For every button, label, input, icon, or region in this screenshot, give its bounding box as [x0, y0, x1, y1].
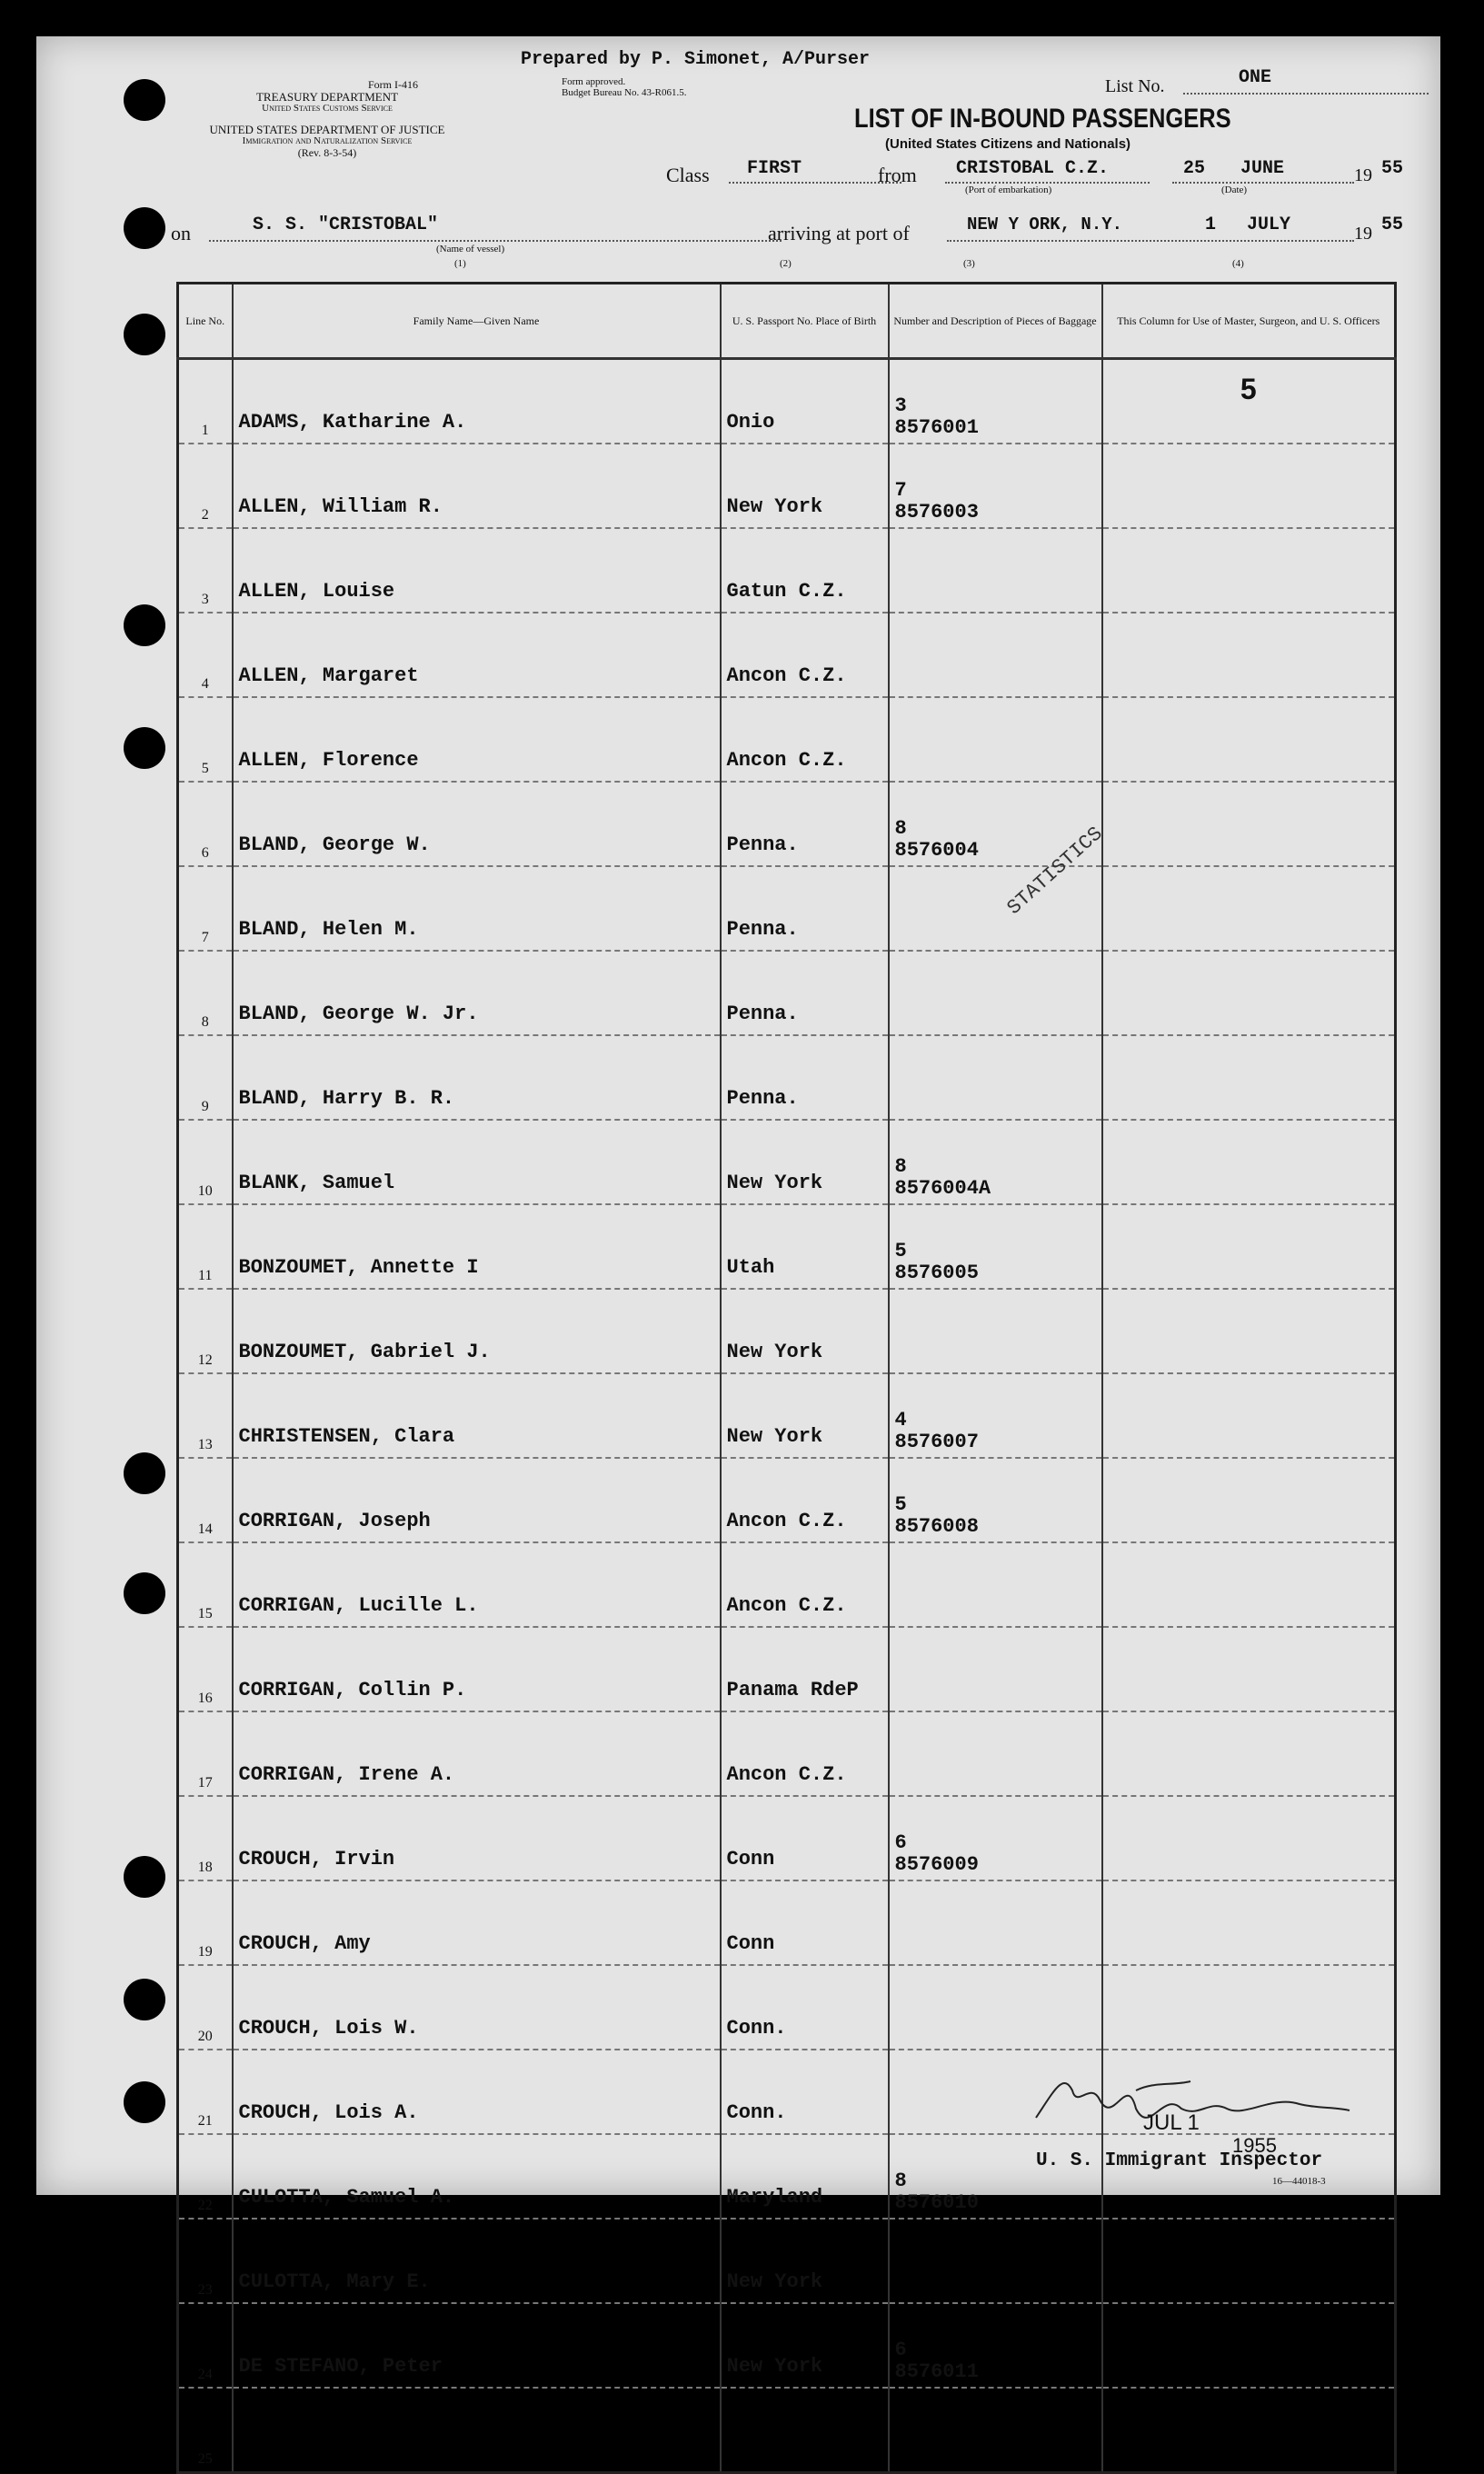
from-label: from	[878, 164, 917, 186]
passenger-name-text: CROUCH, Amy	[238, 1932, 371, 1955]
vessel-value: S. S. "CRISTOBAL"	[253, 214, 439, 235]
place-of-birth-text: Conn.	[726, 2017, 787, 2040]
line-number: 11	[178, 1204, 233, 1289]
table-row	[178, 2303, 1396, 2388]
place-of-birth	[721, 2134, 889, 2219]
inspector-label: U. S. Immigrant Inspector	[1036, 2150, 1323, 2171]
officer-use	[1102, 1711, 1396, 1796]
place-of-birth	[721, 528, 889, 613]
place-of-birth	[721, 1035, 889, 1120]
line-number: 19	[178, 1880, 233, 1965]
punch-hole	[124, 314, 165, 355]
arr-year-suffix: 55	[1381, 214, 1404, 235]
table-row	[178, 1373, 1396, 1458]
passenger-name	[233, 1035, 721, 1120]
line-number: 14	[178, 1458, 233, 1542]
officer-use	[1102, 866, 1396, 951]
baggage-count: 6	[894, 1831, 907, 1854]
place-of-birth-text: Penna.	[726, 1087, 799, 1110]
baggage-number: 8576003	[894, 501, 979, 524]
passenger-name	[233, 1965, 721, 2050]
passenger-name-text	[239, 2462, 714, 2471]
line-number: 3	[178, 528, 233, 613]
baggage	[889, 866, 1102, 951]
line-number: 16	[178, 1627, 233, 1711]
dep-year-suffix: 55	[1381, 158, 1404, 179]
line-number: 24	[178, 2303, 233, 2388]
place-of-birth-text: Conn	[726, 1848, 775, 1870]
baggage	[889, 1204, 1102, 1289]
passenger-name-text: CORRIGAN, Irene A.	[238, 1763, 455, 1786]
baggage	[889, 1289, 1102, 1373]
baggage-number: 8576009	[894, 1853, 979, 1876]
place-of-birth-text: New York	[726, 2270, 823, 2293]
line-number: 17	[178, 1711, 233, 1796]
baggage	[889, 613, 1102, 697]
table-row	[178, 528, 1396, 613]
port-embark-caption: (Port of embarkation)	[965, 185, 1052, 195]
date-caption: (Date)	[1221, 185, 1248, 195]
passenger-name-text: CORRIGAN, Collin P.	[238, 1679, 467, 1701]
officer-use	[1102, 951, 1396, 1035]
baggage	[889, 2303, 1102, 2388]
passenger-name-text: BLAND, George W. Jr.	[238, 1003, 479, 1025]
date-stamp-year: 1955	[1232, 2134, 1277, 2157]
passenger-name-text: BLANK, Samuel	[238, 1172, 395, 1194]
table-row	[178, 1289, 1396, 1373]
officer-use	[1102, 444, 1396, 528]
table-row	[178, 359, 1396, 444]
passenger-name-text: ALLEN, Margaret	[238, 664, 419, 687]
arriving-label: arriving at port of	[768, 222, 910, 244]
passenger-name	[233, 782, 721, 866]
baggage	[889, 1796, 1102, 1880]
col-num-2: (2)	[780, 258, 792, 269]
class-label: Class	[666, 164, 710, 186]
passenger-name-text: CORRIGAN, Lucille L.	[238, 1594, 479, 1617]
passenger-name	[233, 1373, 721, 1458]
officer-use	[1102, 1796, 1396, 1880]
passenger-name-text: CROUCH, Irvin	[238, 1848, 395, 1870]
baggage-number: 8576004	[894, 839, 979, 862]
punch-hole	[124, 727, 165, 769]
passenger-name	[233, 2050, 721, 2134]
table-row	[178, 1035, 1396, 1120]
baggage-number: 8576010	[894, 2191, 979, 2214]
officer-use	[1102, 1458, 1396, 1542]
baggage	[889, 1035, 1102, 1120]
passenger-name-text: CROUCH, Lois A.	[238, 2101, 419, 2124]
line-number: 25	[178, 2388, 233, 2473]
line-number: 1	[178, 359, 233, 444]
line-number: 20	[178, 1965, 233, 2050]
place-of-birth-text	[727, 2462, 882, 2471]
table-row	[178, 1542, 1396, 1627]
passenger-name	[233, 2303, 721, 2388]
prepared-by: Prepared by P. Simonet, A/Purser	[521, 49, 871, 70]
passenger-name	[233, 613, 721, 697]
place-of-birth	[721, 1458, 889, 1542]
dep-year-prefix: 19	[1354, 165, 1372, 185]
officer-use	[1102, 528, 1396, 613]
table-row	[178, 1120, 1396, 1204]
form-revision: (Rev. 8-3-54)	[297, 146, 357, 159]
place-of-birth-text: Panama RdeP	[726, 1679, 859, 1701]
line-number: 21	[178, 2050, 233, 2134]
baggage	[889, 1458, 1102, 1542]
baggage	[889, 697, 1102, 782]
line-number: 5	[178, 697, 233, 782]
baggage	[889, 1542, 1102, 1627]
place-of-birth	[721, 866, 889, 951]
date-line	[1172, 182, 1354, 184]
class-value: FIRST	[747, 158, 802, 179]
place-of-birth	[721, 613, 889, 697]
place-of-birth-text: Ancon C.Z.	[726, 664, 847, 687]
treasury-dept: TREASURY DEPARTMENT	[255, 90, 399, 104]
place-of-birth-text: Penna.	[726, 1003, 799, 1025]
place-of-birth	[721, 2219, 889, 2303]
officer-use	[1102, 1880, 1396, 1965]
place-of-birth	[721, 951, 889, 1035]
baggage-number: 8576005	[894, 1262, 979, 1284]
table-row	[178, 1711, 1396, 1796]
passenger-name	[233, 2388, 721, 2473]
baggage-count: 3	[894, 394, 907, 417]
passenger-name-text: ALLEN, Florence	[238, 749, 419, 772]
list-no-value: ONE	[1239, 67, 1272, 88]
passenger-name	[233, 1880, 721, 1965]
arr-year-prefix: 19	[1354, 224, 1372, 244]
baggage-count: 5	[894, 1240, 907, 1262]
officer-use	[1102, 1120, 1396, 1204]
officer-use	[1102, 697, 1396, 782]
place-of-birth	[721, 2050, 889, 2134]
officer-use	[1102, 613, 1396, 697]
line-number: 15	[178, 1542, 233, 1627]
passenger-name	[233, 866, 721, 951]
baggage-number: 8576001	[894, 416, 979, 439]
arrival-port-value: NEW Y ORK, N.Y.	[967, 214, 1123, 234]
line-number: 7	[178, 866, 233, 951]
baggage	[889, 1627, 1102, 1711]
punch-hole	[124, 2081, 165, 2123]
passenger-name	[233, 1627, 721, 1711]
baggage-count: 6	[894, 2339, 907, 2361]
passenger-name-text: BLAND, Harry B. R.	[238, 1087, 455, 1110]
form-subtitle: (United States Citizens and Nationals)	[885, 136, 1131, 152]
line-number: 6	[178, 782, 233, 866]
place-of-birth-text: Conn.	[726, 2101, 787, 2124]
baggage-count: 8	[894, 817, 907, 840]
punch-hole	[124, 1979, 165, 2020]
officer-note: 5	[1240, 373, 1257, 405]
place-of-birth-text: New York	[726, 1425, 823, 1448]
place-of-birth-text: New York	[726, 2355, 823, 2378]
punch-hole	[124, 604, 165, 646]
baggage-count: 8	[894, 2170, 907, 2192]
line-number: 12	[178, 1289, 233, 1373]
place-of-birth	[721, 2388, 889, 2473]
baggage-number: 8576007	[894, 1431, 979, 1453]
passenger-name-text: BLAND, Helen M.	[238, 918, 419, 941]
passenger-name	[233, 1120, 721, 1204]
baggage	[889, 2388, 1102, 2473]
passenger-name	[233, 1711, 721, 1796]
passenger-name	[233, 1204, 721, 1289]
list-no-line	[1183, 93, 1429, 95]
header-name: Family Name—Given Name	[233, 284, 721, 359]
line-number: 2	[178, 444, 233, 528]
punch-hole	[124, 207, 165, 249]
table-row	[178, 782, 1396, 866]
passenger-name	[233, 1796, 721, 1880]
place-of-birth	[721, 1120, 889, 1204]
line-number: 18	[178, 1796, 233, 1880]
table-row	[178, 1880, 1396, 1965]
place-of-birth-text: Conn	[726, 1932, 775, 1955]
place-of-birth-text: Utah	[726, 1256, 775, 1279]
ins-service: Immigration and Naturalization Service	[242, 135, 413, 146]
passenger-name	[233, 1289, 721, 1373]
passenger-name	[233, 1542, 721, 1627]
place-of-birth	[721, 1204, 889, 1289]
punch-hole	[124, 1572, 165, 1614]
place-of-birth	[721, 444, 889, 528]
vessel-line	[209, 240, 782, 242]
arr-month: JULY	[1247, 214, 1291, 235]
table-row	[178, 951, 1396, 1035]
place-of-birth-text: Gatun C.Z.	[726, 580, 847, 603]
line-number: 23	[178, 2219, 233, 2303]
inspector-signature	[1027, 2054, 1354, 2154]
arr-day: 1	[1205, 214, 1217, 235]
officer-use	[1102, 1289, 1396, 1373]
table-header-row	[178, 284, 1396, 359]
table-row	[178, 1204, 1396, 1289]
header-baggage: Number and Description of Pieces of Baggage	[889, 284, 1102, 359]
vessel-caption: (Name of vessel)	[436, 244, 505, 254]
baggage	[889, 359, 1102, 444]
table-row	[178, 2219, 1396, 2303]
officer-use	[1102, 1965, 1396, 2050]
officer-use	[1102, 782, 1396, 866]
line-number: 9	[178, 1035, 233, 1120]
header-passport: U. S. Passport No. Place of Birth	[721, 284, 889, 359]
list-no-label: List No.	[1105, 76, 1165, 96]
place-of-birth	[721, 1796, 889, 1880]
place-of-birth	[721, 1373, 889, 1458]
dep-day: 25	[1183, 158, 1206, 179]
place-of-birth	[721, 1965, 889, 2050]
place-of-birth-text: Penna.	[726, 918, 799, 941]
baggage-count: 4	[894, 1409, 907, 1432]
officer-use	[1102, 359, 1396, 444]
table-row	[178, 1965, 1396, 2050]
table-row	[178, 1627, 1396, 1711]
place-of-birth-text: New York	[726, 495, 823, 518]
baggage	[889, 951, 1102, 1035]
passenger-name-text: ALLEN, Louise	[238, 580, 395, 603]
place-of-birth	[721, 782, 889, 866]
line-number: 22	[178, 2134, 233, 2219]
place-of-birth	[721, 359, 889, 444]
form-code: 16—44018-3	[1272, 2176, 1326, 2187]
punch-hole	[124, 1856, 165, 1898]
arrival-line	[947, 240, 1354, 242]
from-line	[945, 182, 1150, 184]
place-of-birth	[721, 1289, 889, 1373]
line-number: 8	[178, 951, 233, 1035]
table-row	[178, 2388, 1396, 2473]
passenger-name-text: BLAND, George W.	[238, 833, 431, 856]
passenger-name	[233, 528, 721, 613]
baggage	[889, 1373, 1102, 1458]
passenger-name-text: CHRISTENSEN, Clara	[238, 1425, 455, 1448]
table-row	[178, 613, 1396, 697]
passenger-name-text: DE STEFANO, Peter	[238, 2355, 443, 2378]
place-of-birth-text: Ancon C.Z.	[726, 1510, 847, 1532]
passenger-name	[233, 359, 721, 444]
dep-month: JUNE	[1240, 158, 1285, 179]
passenger-name-text: ALLEN, William R.	[238, 495, 443, 518]
on-label: on	[171, 222, 191, 244]
col-num-1: (1)	[454, 258, 466, 269]
line-number: 4	[178, 613, 233, 697]
baggage-count: 5	[894, 1493, 907, 1516]
place-of-birth-text: Penna.	[726, 833, 799, 856]
place-of-birth	[721, 1880, 889, 1965]
passenger-name-text: CULOTTA, Samuel A.	[238, 2186, 455, 2209]
baggage-number: 8576011	[894, 2360, 979, 2383]
baggage	[889, 1965, 1102, 2050]
place-of-birth-text: Ancon C.Z.	[726, 1594, 847, 1617]
place-of-birth	[721, 697, 889, 782]
statistics-stamp: STATISTICS	[1002, 822, 1108, 920]
justice-dept: UNITED STATES DEPARTMENT OF JUSTICE	[209, 123, 445, 136]
table-row	[178, 697, 1396, 782]
table-row	[178, 866, 1396, 951]
passenger-name-text: ADAMS, Katharine A.	[238, 411, 467, 434]
place-of-birth	[721, 1627, 889, 1711]
agency-block	[136, 79, 518, 159]
place-of-birth-text: New York	[726, 1341, 823, 1363]
officer-use	[1102, 1627, 1396, 1711]
class-line	[729, 182, 901, 184]
form-approved: Form approved.	[562, 76, 626, 87]
officer-use	[1102, 1035, 1396, 1120]
baggage	[889, 444, 1102, 528]
place-of-birth	[721, 1542, 889, 1627]
passenger-name-text: BONZOUMET, Gabriel J.	[238, 1341, 491, 1363]
form-title: LIST OF IN-BOUND PASSENGERS	[854, 104, 1231, 134]
baggage	[889, 528, 1102, 613]
budget-bureau: Budget Bureau No. 43-R061.5.	[562, 87, 687, 98]
officer-use	[1102, 1373, 1396, 1458]
table-row	[178, 444, 1396, 528]
baggage-count: 8	[894, 1155, 907, 1178]
passenger-name	[233, 444, 721, 528]
officer-use	[1102, 2303, 1396, 2388]
baggage	[889, 2219, 1102, 2303]
passenger-name-text: CORRIGAN, Joseph	[238, 1510, 431, 1532]
from-value: CRISTOBAL C.Z.	[956, 158, 1110, 179]
header-line-no: Line No.	[178, 284, 233, 359]
place-of-birth-text: Ancon C.Z.	[726, 749, 847, 772]
baggage-count: 7	[894, 479, 907, 502]
officer-use	[1102, 1542, 1396, 1627]
officer-use	[1102, 2219, 1396, 2303]
baggage	[889, 1711, 1102, 1796]
place-of-birth-text: Onio	[726, 411, 775, 434]
baggage-number: 8576008	[894, 1515, 979, 1538]
officer-use	[1102, 1204, 1396, 1289]
punch-hole	[124, 1452, 165, 1494]
passenger-name	[233, 1458, 721, 1542]
baggage-number: 8576004A	[894, 1177, 991, 1200]
passenger-name-text: BONZOUMET, Annette I	[238, 1256, 479, 1279]
form-number: Form I-416	[368, 78, 418, 91]
passenger-name	[233, 951, 721, 1035]
place-of-birth-text: Maryland	[726, 2186, 823, 2209]
place-of-birth-text: New York	[726, 1172, 823, 1194]
col-num-3: (3)	[963, 258, 975, 269]
col-num-4: (4)	[1232, 258, 1244, 269]
date-stamp-month: JUL 1	[1143, 2110, 1200, 2135]
customs-service: United States Customs Service	[262, 103, 393, 114]
place-of-birth-text: Ancon C.Z.	[726, 1763, 847, 1786]
line-number: 10	[178, 1120, 233, 1204]
baggage	[889, 1880, 1102, 1965]
baggage	[889, 1120, 1102, 1204]
place-of-birth	[721, 2303, 889, 2388]
passenger-name	[233, 2219, 721, 2303]
passenger-name	[233, 2134, 721, 2219]
table-row	[178, 1458, 1396, 1542]
officer-use	[1102, 2388, 1396, 2473]
passenger-name-text: CULOTTA, Mary E.	[238, 2270, 431, 2293]
passenger-name	[233, 697, 721, 782]
header-officers: This Column for Use of Master, Surgeon, and U. S. Officers	[1102, 284, 1396, 359]
line-number: 13	[178, 1373, 233, 1458]
passenger-name-text: CROUCH, Lois W.	[238, 2017, 419, 2040]
place-of-birth	[721, 1711, 889, 1796]
table-row	[178, 1796, 1396, 1880]
